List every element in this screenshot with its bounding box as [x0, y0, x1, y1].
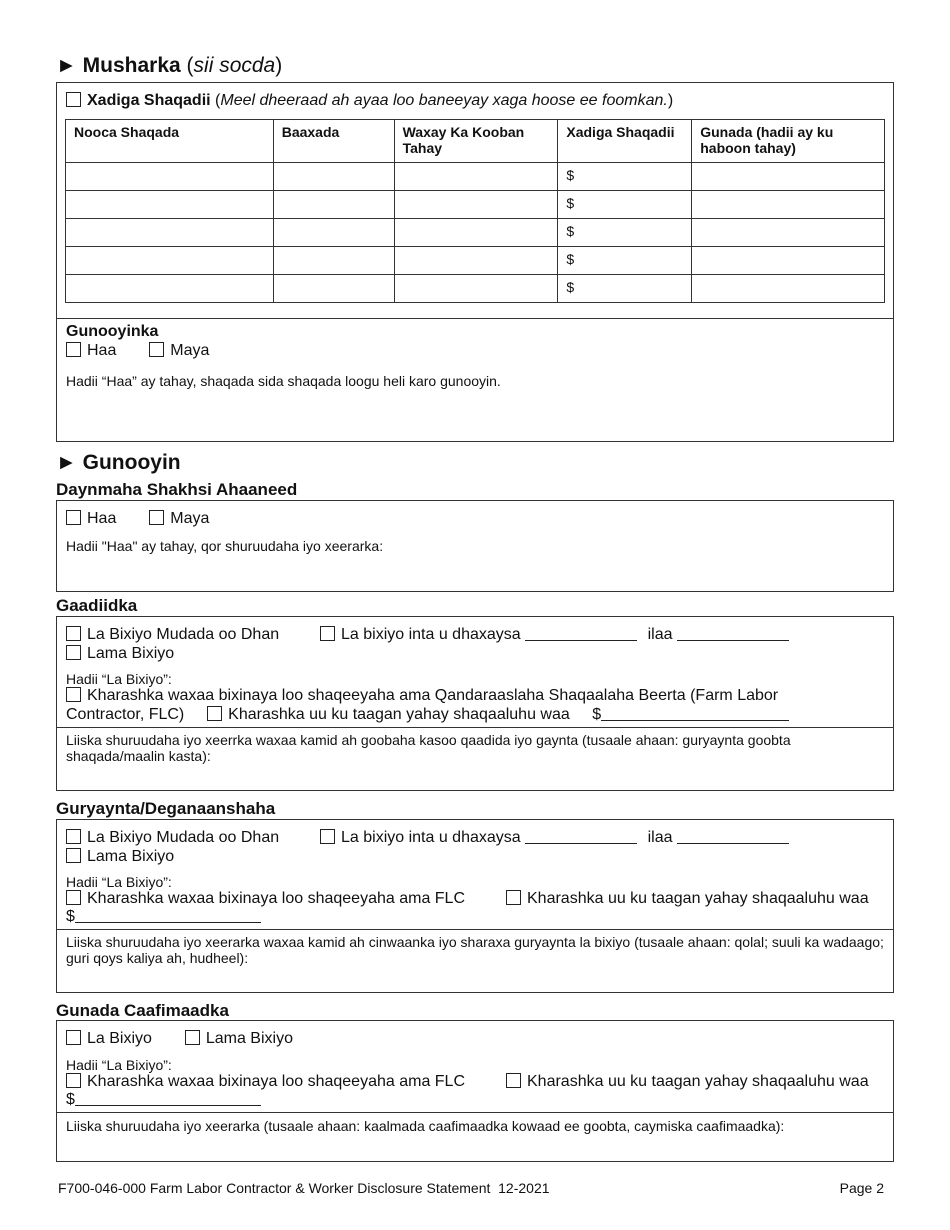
bonuses-divider — [57, 318, 893, 319]
currency-symbol: $ — [566, 195, 575, 211]
transport-cost-worker-label: Kharashka uu ku taagan yahay shaqaaluhu waa — [228, 706, 570, 723]
consists-of-cell[interactable] — [394, 219, 558, 247]
page-number: Page 2 — [839, 1180, 884, 1196]
transport-free-row — [66, 626, 279, 644]
bonuses-no-checkbox[interactable] — [149, 342, 164, 357]
bonuses-no-label: Maya — [170, 342, 210, 359]
transport-period-row — [320, 626, 789, 644]
table-row — [66, 247, 885, 275]
transport-cost-option-1-row — [66, 687, 778, 705]
health-cost-worker-checkbox[interactable] — [506, 1073, 521, 1088]
scope-cell[interactable] — [273, 219, 394, 247]
bonus-cell[interactable] — [692, 275, 885, 303]
transport-free-label: La Bixiyo Mudada oo Dhan — [87, 626, 280, 643]
wage-amount-cell[interactable] — [558, 247, 692, 275]
insurance-yes-label: Haa — [87, 510, 117, 527]
housing-not-provided-row — [66, 848, 174, 866]
consists-of-cell[interactable] — [394, 275, 558, 303]
housing-cost-worker-label: Kharashka uu ku taagan yahay shaqaaluhu waa — [527, 890, 869, 907]
housing-currency: $ — [66, 908, 75, 925]
consists-of-cell[interactable] — [394, 247, 558, 275]
wage-table — [65, 119, 885, 303]
housing-cost-employer-checkbox[interactable] — [66, 890, 81, 905]
bonuses-note: Hadii “Haa” ay tahay, shaqada sida shaqada loogu heli karo gunooyin. — [66, 373, 501, 389]
transport-not-provided-checkbox[interactable] — [66, 645, 81, 660]
bonus-cell[interactable] — [692, 163, 885, 191]
housing-free-label: La Bixiyo Mudada oo Dhan — [87, 829, 280, 846]
housing-box — [56, 819, 894, 993]
transport-currency: $ — [592, 706, 602, 723]
housing-list-note: Liiska shuruudaha iyo xeerarka waxaa kamid ah cinwaanka iyo sharaxa guryaynta la bixiyo (tusaale ahaan: qolal; suuli ka wadaago; guri qoys kaliya ah, hudheel): — [66, 934, 884, 966]
health-options — [66, 1030, 293, 1048]
health-not-provided-checkbox[interactable] — [185, 1030, 200, 1045]
employer-heading: ► Musharka (sii socda) — [56, 54, 283, 77]
transport-cost-worker-checkbox[interactable] — [207, 706, 222, 721]
bonuses-yes-checkbox[interactable] — [66, 342, 81, 357]
work-type-cell[interactable] — [66, 191, 274, 219]
health-provided-label: La Bixiyo — [87, 1030, 152, 1047]
col-bonus: Gunada (hadii ay ku haboon tahay) — [692, 120, 885, 163]
health-cost-amount-field[interactable] — [75, 1091, 261, 1106]
wage-checkbox[interactable] — [66, 92, 81, 107]
wage-amount-cell[interactable] — [558, 275, 692, 303]
health-currency: $ — [66, 1091, 75, 1108]
health-list-note: Liiska shuruudaha iyo xeerarka (tusaale ahaan: kaalmada caafimaadka kowaad ee goobta, caymiska caafimaadka): — [66, 1118, 785, 1134]
bonus-cell[interactable] — [692, 247, 885, 275]
benefits-heading — [56, 451, 181, 475]
col-consists-of: Waxay Ka Kooban Tahay — [394, 120, 558, 163]
table-row — [66, 163, 885, 191]
table-row — [66, 191, 885, 219]
consists-of-cell[interactable] — [394, 191, 558, 219]
insurance-title: Daynmaha Shakhsi Ahaaneed — [56, 480, 298, 499]
wage-amount-cell[interactable] — [558, 191, 692, 219]
table-row — [66, 219, 885, 247]
transport-not-provided-label: Lama Bixiyo — [87, 645, 175, 662]
transport-divider — [57, 727, 893, 728]
housing-not-provided-label: Lama Bixiyo — [87, 848, 175, 865]
transport-cost-employer-label: Kharashka waxaa bixinaya loo shaqeeyaha ama Qandaraaslaha Shaqaalaha Beerta (Farm Labor — [87, 687, 779, 704]
transport-list-note: Liiska shuruudaha iyo xeerrka waxaa kamid ah goobaha kasoo qaadida iyo gaynta (tusaale ahaan: guryaynta goobta shaqada/maalin kasta): — [66, 732, 791, 764]
col-scope: Baaxada — [273, 120, 394, 163]
health-not-provided-label: Lama Bixiyo — [205, 1030, 293, 1047]
housing-cost-option-2-row — [506, 890, 869, 908]
housing-cost-option-1-row — [66, 890, 465, 908]
employer-heading-note: sii socda — [193, 54, 276, 77]
insurance-box — [56, 500, 894, 592]
housing-period-from-field[interactable] — [525, 829, 637, 844]
employer-wage-box — [56, 82, 894, 442]
health-provided-checkbox[interactable] — [66, 1030, 81, 1045]
bonuses-title: Gunooyinka — [66, 323, 159, 340]
form-id: F700-046-000 Farm Labor Contractor & Worker Disclosure Statement 12-2021 — [58, 1180, 550, 1196]
housing-until-label: ilaa — [647, 829, 673, 846]
transport-period-label: La bixiyo inta u dhaxaysa — [341, 626, 521, 643]
insurance-no-label: Maya — [170, 510, 210, 527]
wage-checkbox-row: Xadiga Shaqadii (Meel dheeraad ah ayaa loo baneeyay xaga hoose ee foomkan.) — [66, 92, 673, 110]
scope-cell[interactable] — [273, 191, 394, 219]
triangle-marker-icon: ► — [56, 54, 77, 77]
health-title: Gunada Caafimaadka — [56, 1001, 229, 1020]
transport-box — [56, 616, 894, 791]
wage-checkbox-label: Xadiga Shaqadii — [87, 92, 211, 109]
scope-cell[interactable] — [273, 163, 394, 191]
housing-period-to-field[interactable] — [677, 829, 789, 844]
transport-not-provided-row — [66, 645, 174, 663]
currency-symbol: $ — [566, 251, 575, 267]
housing-cost-amount-field[interactable] — [75, 908, 261, 923]
currency-symbol: $ — [566, 223, 575, 239]
benefits-heading-text: Gunooyin — [82, 451, 181, 474]
transport-cost-option-2-row — [66, 706, 789, 724]
transport-if-provided: Hadii “La Bixiyo”: — [66, 671, 172, 687]
health-cost-option-1-row — [66, 1073, 465, 1091]
health-cost-employer-label: Kharashka waxaa bixinaya loo shaqeeyaha ama FLC — [87, 1073, 466, 1090]
wage-checkbox-note: Meel dheeraad ah ayaa loo baneeyay xaga hoose ee foomkan. — [220, 92, 668, 109]
bonus-cell[interactable] — [692, 191, 885, 219]
housing-cost-amount-row — [66, 908, 261, 926]
transport-cost-employer-checkbox[interactable] — [66, 687, 81, 702]
work-type-cell[interactable] — [66, 247, 274, 275]
insurance-no-checkbox[interactable] — [149, 510, 164, 525]
housing-period-checkbox[interactable] — [320, 829, 335, 844]
housing-cost-worker-checkbox[interactable] — [506, 890, 521, 905]
page-footer — [58, 1180, 884, 1196]
housing-if-provided: Hadii “La Bixiyo”: — [66, 874, 172, 890]
transport-period-from-field[interactable] — [525, 626, 637, 641]
transport-cost-amount-field[interactable] — [601, 706, 789, 721]
insurance-options — [66, 510, 209, 528]
col-wage-amount: Xadiga Shaqadii — [558, 120, 692, 163]
col-work-type: Nooca Shaqada — [66, 120, 274, 163]
health-divider — [57, 1112, 893, 1113]
currency-symbol: $ — [566, 167, 575, 183]
wage-amount-cell[interactable] — [558, 163, 692, 191]
housing-period-label: La bixiyo inta u dhaxaysa — [341, 829, 521, 846]
housing-cost-employer-label: Kharashka waxaa bixinaya loo shaqeeyaha ama FLC — [87, 890, 466, 907]
health-cost-employer-checkbox[interactable] — [66, 1073, 81, 1088]
employer-heading-text: Musharka — [82, 54, 181, 77]
transport-cost-employer-label-cont: Contractor, FLC) — [66, 706, 185, 723]
housing-title: Guryaynta/Deganaanshaha — [56, 799, 276, 818]
consists-of-cell[interactable] — [394, 163, 558, 191]
transport-until-label: ilaa — [647, 626, 673, 643]
housing-period-row — [320, 829, 789, 847]
bonuses-yes-label: Haa — [87, 342, 117, 359]
insurance-note: Hadii "Haa" ay tahay, qor shuruudaha iyo xeerarka: — [66, 538, 384, 554]
wage-table-header — [66, 120, 885, 163]
health-if-provided: Hadii “La Bixiyo”: — [66, 1057, 172, 1073]
table-row — [66, 275, 885, 303]
transport-period-to-field[interactable] — [677, 626, 789, 641]
housing-not-provided-checkbox[interactable] — [66, 848, 81, 863]
transport-free-checkbox[interactable] — [66, 626, 81, 641]
transport-period-checkbox[interactable] — [320, 626, 335, 641]
currency-symbol: $ — [566, 279, 575, 295]
insurance-yes-checkbox[interactable] — [66, 510, 81, 525]
housing-divider — [57, 929, 893, 930]
housing-free-row — [66, 829, 279, 847]
work-type-cell[interactable] — [66, 219, 274, 247]
health-cost-worker-label: Kharashka uu ku taagan yahay shaqaaluhu waa — [527, 1073, 869, 1090]
housing-free-checkbox[interactable] — [66, 829, 81, 844]
bonus-cell[interactable] — [692, 219, 885, 247]
work-type-cell[interactable] — [66, 275, 274, 303]
scope-cell[interactable] — [273, 247, 394, 275]
health-cost-option-2-row — [506, 1073, 869, 1091]
wage-amount-cell[interactable] — [558, 219, 692, 247]
scope-cell[interactable] — [273, 275, 394, 303]
bonuses-options — [66, 342, 209, 360]
work-type-cell[interactable] — [66, 163, 274, 191]
health-box — [56, 1020, 894, 1162]
transport-title: Gaadiidka — [56, 596, 138, 615]
triangle-marker-icon: ► — [56, 451, 77, 474]
health-cost-amount-row — [66, 1091, 261, 1109]
